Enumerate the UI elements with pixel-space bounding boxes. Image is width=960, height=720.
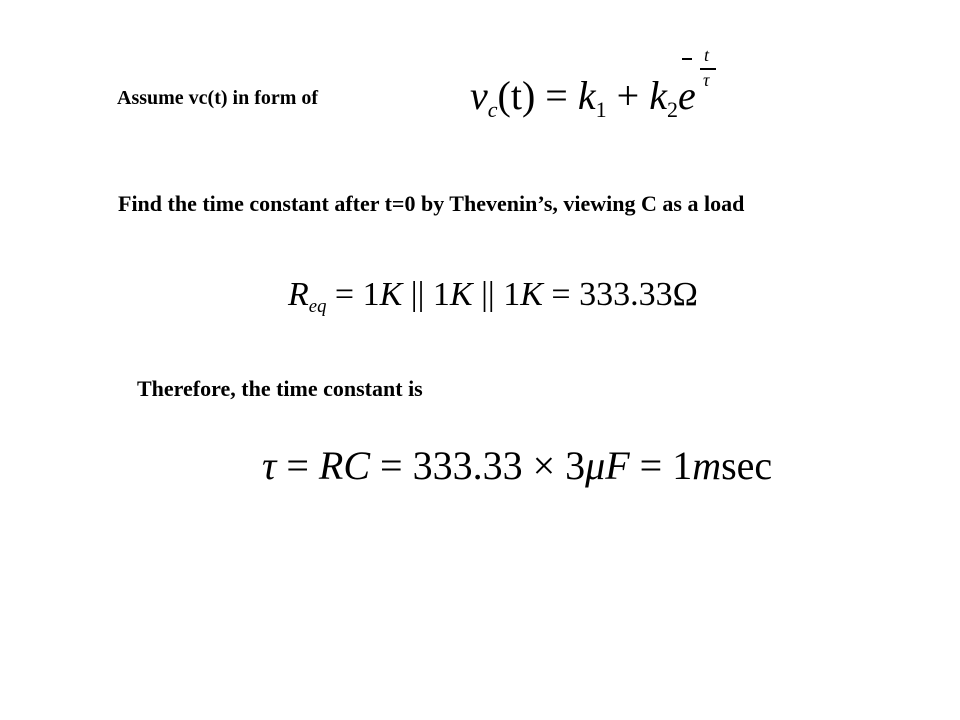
vc-equals: =	[535, 73, 578, 118]
tau-value-expression: = 333.33 × 3	[370, 443, 586, 488]
exponent-minus	[682, 58, 692, 60]
req-variable: R	[288, 276, 309, 313]
k2-variable: k	[649, 73, 667, 118]
k1-variable: k	[577, 73, 596, 118]
exponent-numerator: t	[704, 45, 710, 65]
vc-plus: +	[606, 73, 650, 118]
req-equation	[288, 276, 698, 317]
vc-argument: (t)	[497, 73, 536, 118]
intro-text: Assume vc(t) in form of	[117, 87, 319, 109]
k2-subscript: 2	[666, 96, 678, 122]
k1-subscript: 1	[595, 96, 607, 122]
exponential-base: e	[677, 73, 696, 118]
kilo-a: K	[379, 276, 403, 313]
req-equals-one: = 1	[326, 276, 380, 313]
kilo-c: K	[520, 276, 543, 313]
tau-equals: =	[276, 443, 319, 488]
conclusion-text: Therefore, the time constant is	[137, 376, 423, 401]
kilo-b: K	[449, 276, 473, 313]
req-subscript: eq	[308, 295, 327, 317]
vc-variable: v	[470, 73, 488, 118]
tau-result-number: = 1	[629, 443, 693, 488]
seconds-unit: sec	[721, 443, 773, 488]
exponent-denominator: τ	[703, 70, 710, 90]
vc-equation	[470, 73, 696, 122]
tau-symbol: τ	[262, 443, 277, 488]
parallel-a: || 1	[402, 276, 450, 313]
farad-unit: F	[605, 443, 630, 488]
vc-subscript: c	[487, 96, 498, 122]
parallel-b: || 1	[472, 276, 521, 313]
req-result: = 333.33Ω	[542, 276, 698, 313]
exponent-fraction	[682, 44, 722, 94]
micro-prefix: μ	[585, 443, 606, 488]
rc-product: RC	[318, 443, 371, 488]
thevenin-text: Find the time constant after t=0 by Thevenin’s, viewing C as a load	[118, 191, 745, 216]
tau-equation	[262, 443, 773, 488]
milli-prefix: m	[692, 443, 722, 488]
